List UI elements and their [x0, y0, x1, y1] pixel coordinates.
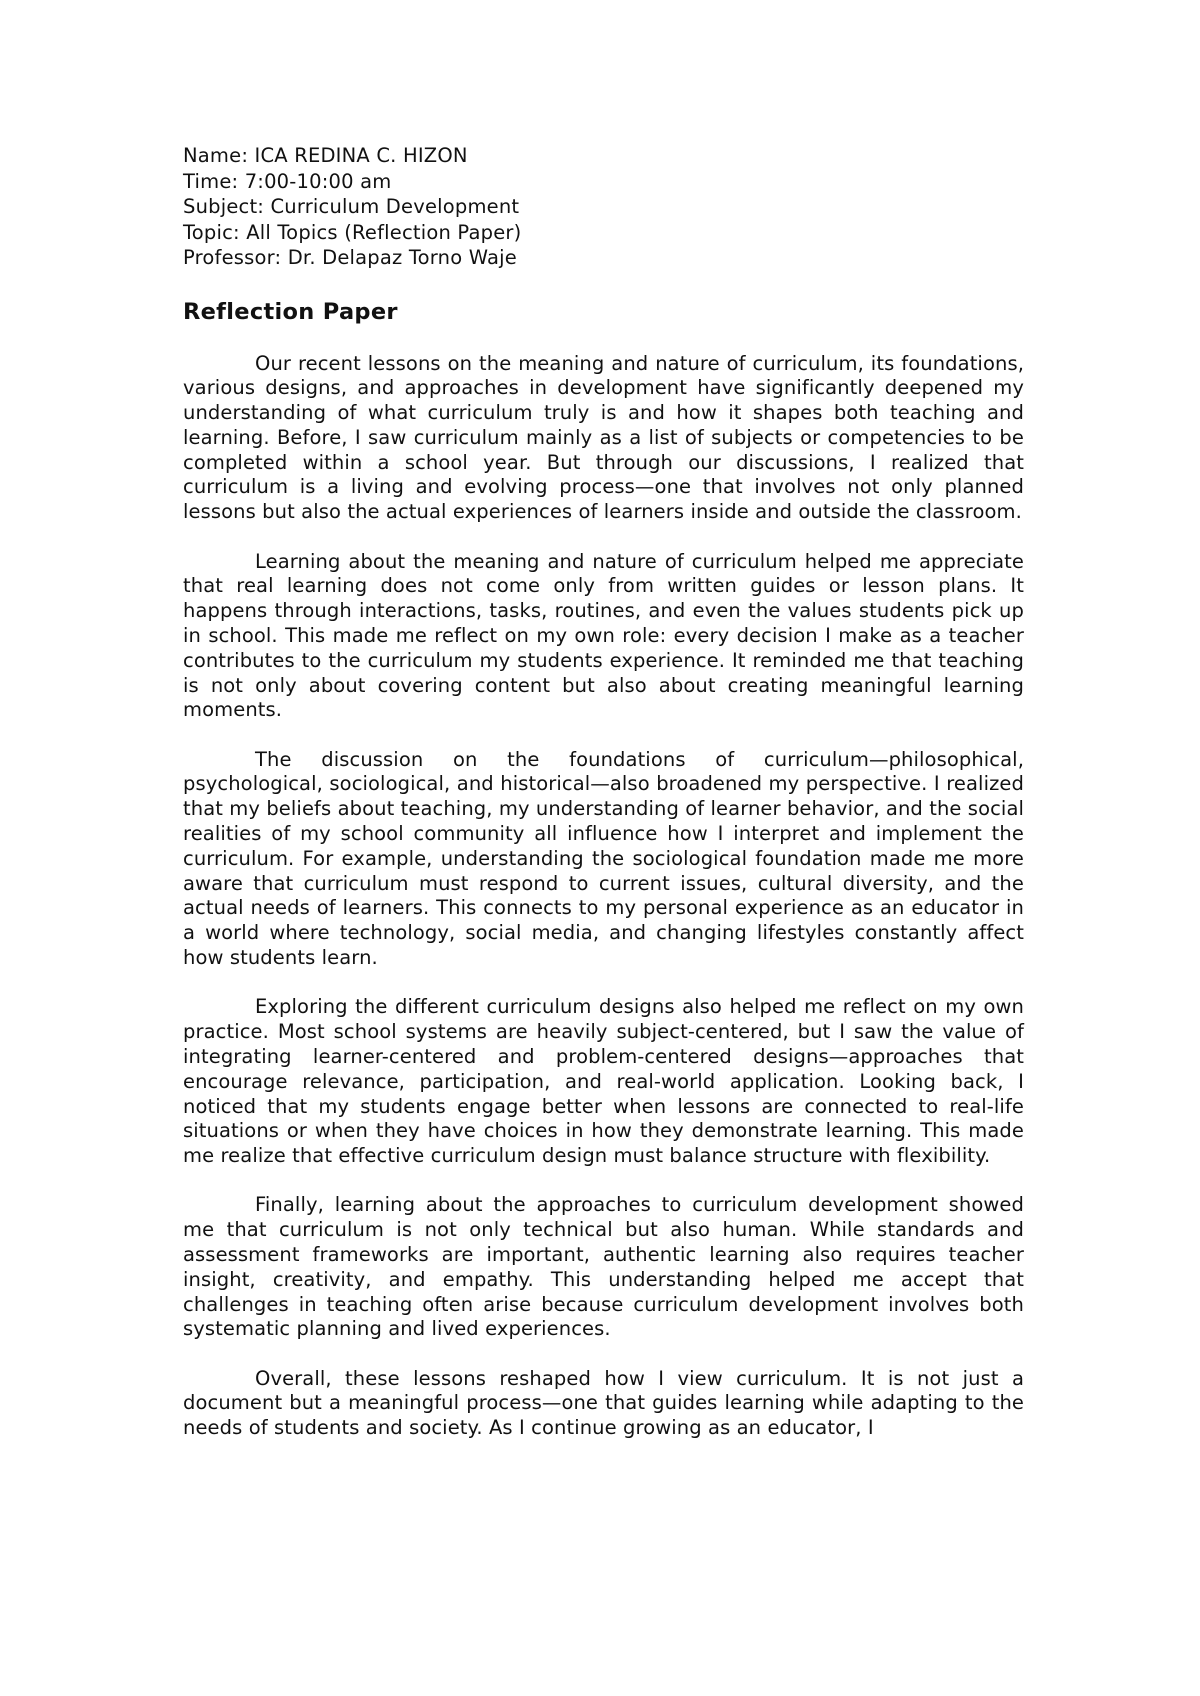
- paragraph-3: The discussion on the foundations of curriculum—philosophical, psychological, sociological, and historical—also broadened my perspective. I realized that my beliefs about teaching, my understanding of learner behavior, and the social realities of my school community all influence how I interpret and implement the curriculum. For example, understanding the sociological foundation made me more aware that curriculum must respond to current issues, cultural diversity, and the actual needs of learners. This connects to my personal experience as an educator in a world where technology, social media, and changing lifestyles constantly affect how students learn.: [183, 747, 1025, 970]
- paragraph-2: Learning about the meaning and nature of curriculum helped me appreciate that real learning does not come only from written guides or lesson plans. It happens through interactions, tasks, routines, and even the values students pick up in school. This made me reflect on my own role: every decision I make as a teacher contributes to the curriculum my students experience. It reminded me that teaching is not only about covering content but also about creating meaningful learning moments.: [183, 549, 1024, 722]
- paragraph-5: Finally, learning about the approaches to curriculum development showed me that curriculum is not only technical but also human. While standards and assessment frameworks are important, authentic learning also requires teacher insight, creativity, and empathy. This understanding helped me accept that challenges in teaching often arise because curriculum development involves both systematic planning and lived experiences.: [183, 1193, 1024, 1341]
- paragraph-1: Our recent lessons on the meaning and nature of curriculum, its foundations, various designs, and approaches in development have significantly deepened my understanding of what curriculum truly is and how it shapes both teaching and learning. Before, I saw curriculum mainly as a list of subjects or competencies to be completed within a school year. But through our discussions, I realized that curriculum is a living and evolving process—one that involves not only planned lessons but also the actual experiences of learners inside and outside the classroom.: [183, 351, 1024, 524]
- header-subject: Subject: Curriculum Development: [183, 195, 520, 218]
- document-body: [183, 352, 1024, 1442]
- document-header: [183, 143, 1024, 271]
- document-title: Reflection Paper: [183, 298, 398, 325]
- header-professor: Professor: Dr. Delapaz Torno Waje: [183, 246, 517, 269]
- header-time: Time: 7:00-10:00 am: [183, 169, 392, 193]
- header-name: Name: ICA REDINA C. HIZON: [183, 144, 468, 167]
- paragraph-6: Overall, these lessons reshaped how I view curriculum. It is not just a document but a meaningful process—one that guides learning while adapting to the needs of students and society. As I continue growing as an educator, I: [183, 1366, 1024, 1440]
- paragraph-4: Exploring the different curriculum designs also helped me reflect on my own practice. Most school systems are heavily subject-centered, but I saw the value of integrating learner-centered and problem-centered designs—approaches that encourage relevance, participation, and real-world application. Looking back, I noticed that my students engage better when lessons are connected to real-life situations or when they have choices in how they demonstrate learning. This made me realize that effective curriculum design must balance structure with flexibility.: [183, 995, 1024, 1168]
- header-topic: Topic: All Topics (Reflection Paper): [183, 220, 522, 244]
- document-page: [183, 143, 1024, 1441]
